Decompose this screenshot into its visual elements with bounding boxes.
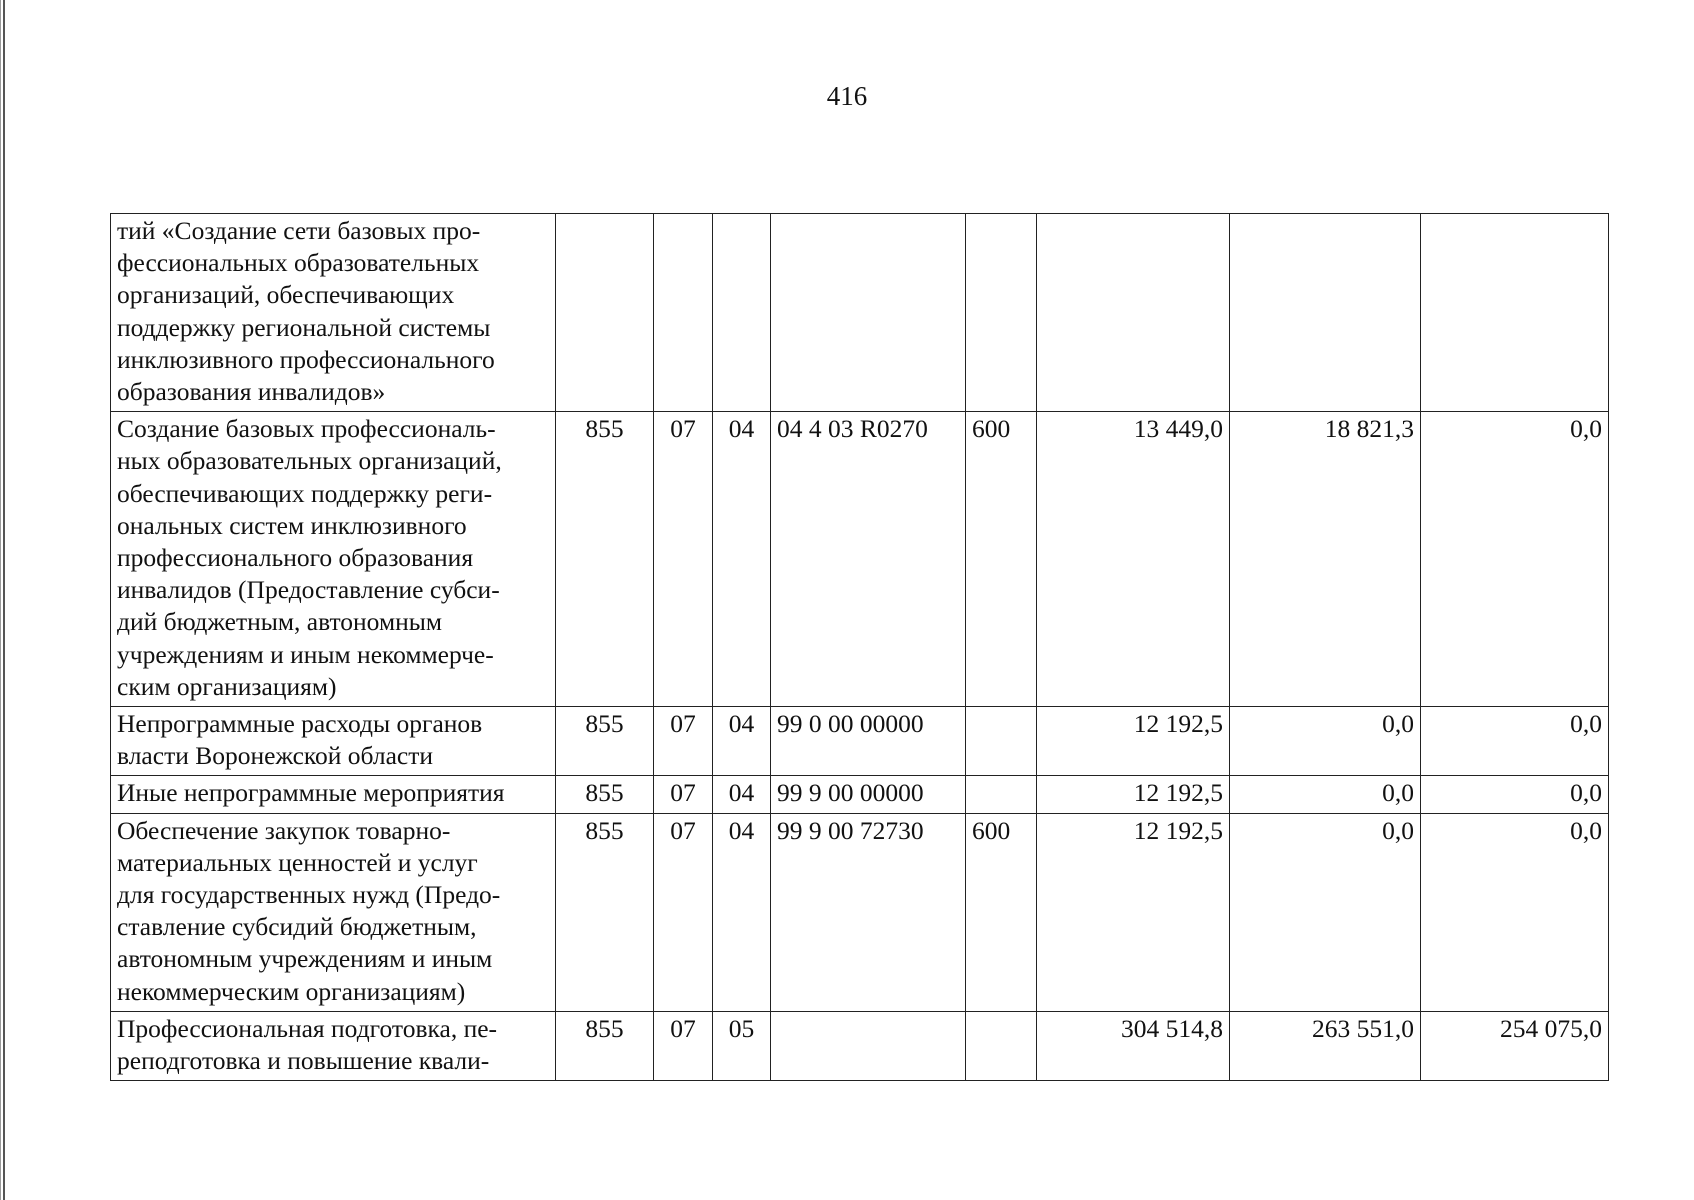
description-line: Создание базовых профессиональ- xyxy=(117,414,496,444)
cell-amount-year-2: 18 821,3 xyxy=(1230,412,1421,707)
cell-amount-year-1 xyxy=(1037,214,1230,412)
description-line: Иные непрограммные мероприятия xyxy=(117,778,505,808)
cell-amount-year-2 xyxy=(1230,214,1421,412)
description-line: инклюзивного профессионального xyxy=(117,344,495,374)
table-row xyxy=(111,813,1609,1011)
cell-subsection: 05 xyxy=(713,1011,771,1080)
cell-subsection xyxy=(713,214,771,412)
cell-amount-year-3: 0,0 xyxy=(1421,813,1609,1011)
cell-section: 07 xyxy=(654,1011,713,1080)
page-number: 416 xyxy=(826,81,868,111)
cell-expense-type xyxy=(966,776,1037,813)
cell-description xyxy=(111,1011,556,1080)
description-line: некоммерческим организациям) xyxy=(117,976,466,1006)
description-line: ставление субсидий бюджетным, xyxy=(117,912,477,942)
description-line: учреждениям и иным некоммерче- xyxy=(117,639,494,669)
description-line: организаций, обеспечивающих xyxy=(117,280,455,310)
description-line: ским организациям) xyxy=(117,671,337,701)
description-line: инвалидов (Предоставление субси- xyxy=(117,575,500,605)
table-body xyxy=(111,214,1609,1081)
cell-description xyxy=(111,813,556,1011)
cell-amount-year-3 xyxy=(1421,214,1609,412)
cell-expense-type xyxy=(966,214,1037,412)
description-line: образования инвалидов» xyxy=(117,377,386,407)
cell-amount-year-3: 254 075,0 xyxy=(1421,1011,1609,1080)
cell-amount-year-1: 12 192,5 xyxy=(1037,813,1230,1011)
cell-section: 07 xyxy=(654,776,713,813)
scan-border-line xyxy=(3,0,5,1200)
cell-target-article xyxy=(771,214,966,412)
description-line: тий «Создание сети базовых про- xyxy=(117,216,481,245)
cell-amount-year-1: 12 192,5 xyxy=(1037,707,1230,776)
description-line: Профессиональная подготовка, пе- xyxy=(117,1013,498,1043)
cell-subsection: 04 xyxy=(713,776,771,813)
cell-target-article: 99 9 00 00000 xyxy=(771,776,966,813)
cell-amount-year-3: 0,0 xyxy=(1421,776,1609,813)
cell-amount-year-2: 0,0 xyxy=(1230,776,1421,813)
description-line: дий бюджетным, автономным xyxy=(117,607,443,637)
cell-grbs xyxy=(556,214,654,412)
table-row xyxy=(111,412,1609,707)
cell-amount-year-3: 0,0 xyxy=(1421,412,1609,707)
table-row xyxy=(111,707,1609,776)
cell-target-article xyxy=(771,1011,966,1080)
table-row xyxy=(111,776,1609,813)
cell-description xyxy=(111,214,556,412)
description-line: обеспечивающих поддержку реги- xyxy=(117,478,493,508)
cell-grbs: 855 xyxy=(556,707,654,776)
cell-section: 07 xyxy=(654,813,713,1011)
cell-grbs: 855 xyxy=(556,776,654,813)
description-line: фессиональных образовательных xyxy=(117,248,480,278)
cell-expense-type xyxy=(966,1011,1037,1080)
cell-amount-year-1: 12 192,5 xyxy=(1037,776,1230,813)
cell-amount-year-2: 263 551,0 xyxy=(1230,1011,1421,1080)
cell-grbs: 855 xyxy=(556,1011,654,1080)
cell-subsection: 04 xyxy=(713,707,771,776)
cell-amount-year-1: 13 449,0 xyxy=(1037,412,1230,707)
cell-description xyxy=(111,776,556,813)
description-line: власти Воронежской области xyxy=(117,741,434,771)
description-line: ональных систем инклюзивного xyxy=(117,510,467,540)
cell-expense-type: 600 xyxy=(966,412,1037,707)
cell-amount-year-2: 0,0 xyxy=(1230,707,1421,776)
cell-subsection: 04 xyxy=(713,813,771,1011)
table-row xyxy=(111,214,1609,412)
cell-description xyxy=(111,707,556,776)
cell-subsection: 04 xyxy=(713,412,771,707)
description-line: реподготовка и повышение квали- xyxy=(117,1046,490,1076)
description-line: материальных ценностей и услуг xyxy=(117,847,478,877)
description-line: для государственных нужд (Предо- xyxy=(117,880,501,910)
budget-table xyxy=(110,213,1609,1081)
cell-grbs: 855 xyxy=(556,813,654,1011)
description-line: Непрограммные расходы органов xyxy=(117,709,483,739)
cell-description xyxy=(111,412,556,707)
description-line: профессионального образования xyxy=(117,543,474,573)
cell-target-article: 99 9 00 72730 xyxy=(771,813,966,1011)
description-line: автономным учреждениям и иным xyxy=(117,944,493,974)
cell-target-article: 99 0 00 00000 xyxy=(771,707,966,776)
table-row xyxy=(111,1011,1609,1080)
cell-section: 07 xyxy=(654,412,713,707)
description-line: Обеспечение закупок товарно- xyxy=(117,815,451,845)
cell-grbs: 855 xyxy=(556,412,654,707)
scan-border-outer xyxy=(0,0,1,1200)
cell-amount-year-1: 304 514,8 xyxy=(1037,1011,1230,1080)
cell-section: 07 xyxy=(654,707,713,776)
cell-expense-type xyxy=(966,707,1037,776)
cell-section xyxy=(654,214,713,412)
description-line: поддержку региональной системы xyxy=(117,312,491,342)
description-line: ных образовательных организаций, xyxy=(117,446,502,476)
cell-amount-year-3: 0,0 xyxy=(1421,707,1609,776)
cell-amount-year-2: 0,0 xyxy=(1230,813,1421,1011)
cell-target-article: 04 4 03 R0270 xyxy=(771,412,966,707)
cell-expense-type: 600 xyxy=(966,813,1037,1011)
